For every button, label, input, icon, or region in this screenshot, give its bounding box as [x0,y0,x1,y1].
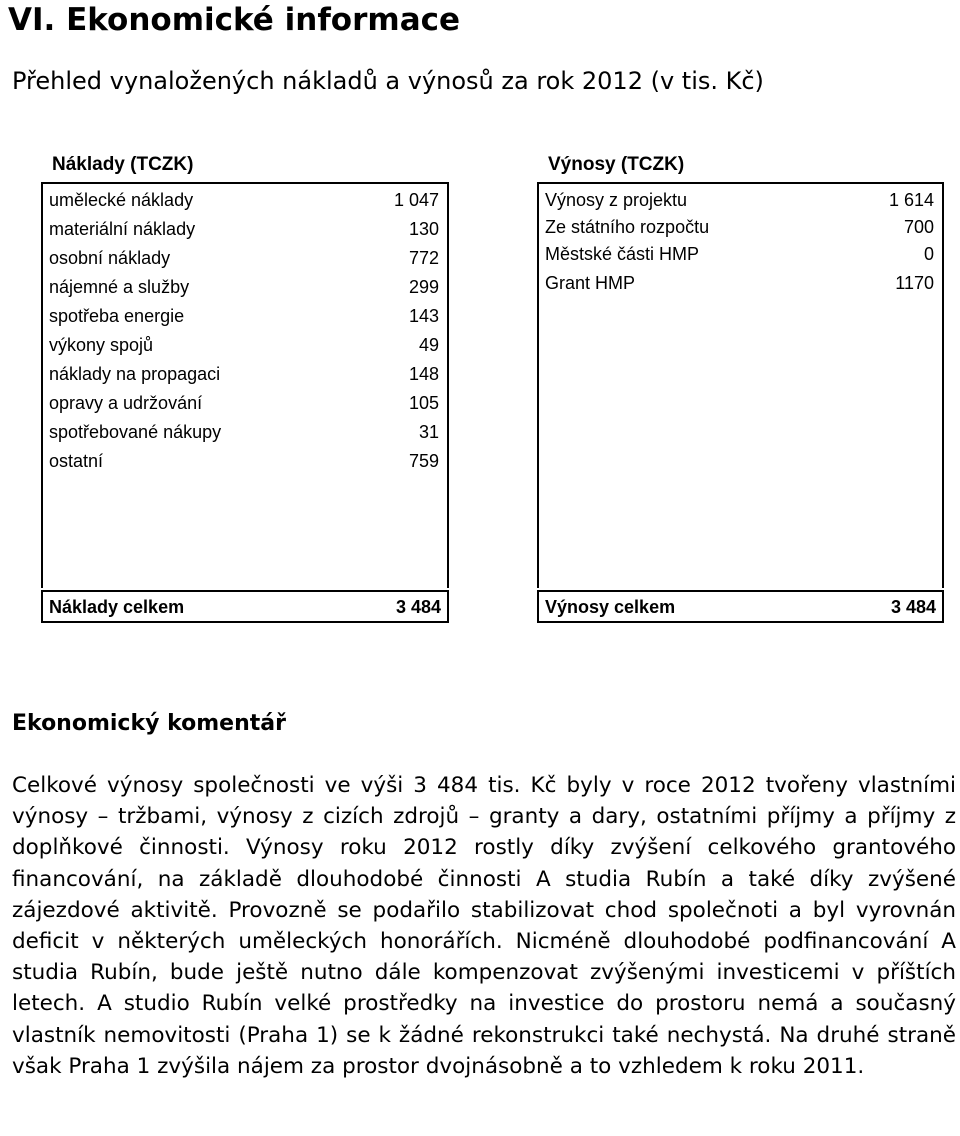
table-subtitle: Přehled vynaložených nákladů a výnosů za rok 2012 (v tis. Kč) [12,67,764,95]
table-row [545,240,934,269]
row-value: 700 [903,217,934,237]
total-value: 3 484 [890,597,936,617]
table-row [49,389,439,418]
row-label: spotřeba energie [49,306,185,326]
total-value: 3 484 [395,597,441,617]
revenues-total [537,590,944,623]
row-value: 0 [923,244,934,264]
section-heading: VI. Ekonomické informace [8,2,461,38]
row-label: materiální náklady [49,219,196,239]
table-row [545,269,934,298]
row-value: 299 [408,277,439,297]
row-value: 148 [408,364,439,384]
row-label: Výnosy z projektu [545,190,688,210]
table-row [49,360,439,389]
row-label: spotřebované nákupy [49,422,222,442]
costs-heading: Náklady (TCZK) [52,154,194,175]
table-row [545,213,934,242]
row-value: 105 [408,393,439,413]
table-row [49,244,439,273]
row-value: 49 [418,335,439,355]
table-row [49,215,439,244]
table-row [545,186,934,215]
row-label: osobní náklady [49,248,171,268]
row-label: opravy a udržování [49,393,203,413]
commentary-heading: Ekonomický komentář [12,711,286,736]
costs-total [41,590,449,623]
row-label: výkony spojů [49,335,154,355]
row-value: 1170 [895,273,934,293]
commentary-text: Celkové výnosy společnosti ve výši 3 484 tis. Kč byly v roce 2012 tvořeny vlastními výnosy – tržbami, výnosy z cizích zdrojů – granty a dary, ostatními příjmy a příjmy z doplňkové činnosti. Výnosy roku 2012 rostly díky zvýšení celkového grantového financování, na základě dlouhodobé činnosti A studia Rubín a také díky zvýšené zájezdové aktivitě. Provozně se podařilo stabilizovat chod společnoti a byl vyrovnán deficit v některých uměleckých honorářích. Nicméně dlouhodobé podfinancování A studia Rubín, bude ještě nutno dále kompenzovat zvýšenými investicemi v příštích letech. A studio Rubín velké prostředky na investice do prostoru nemá a současný vlastník nemovitosti (Praha 1) se k žádné rekonstrukci také nechystá. Na druhé straně však Praha 1 zvýšila nájem za prostor dvojnásobně a to vzhledem k roku 2011. [12,773,956,1079]
row-value: 31 [418,422,439,442]
table-row [49,302,439,331]
revenues-heading: Výnosy (TCZK) [548,154,685,175]
table-row [49,186,439,215]
row-value: 759 [408,451,439,471]
row-value: 1 047 [393,190,439,210]
row-label: ostatní [49,451,104,471]
row-value: 1 614 [888,190,934,210]
row-label: nájemné a služby [49,277,190,297]
row-label: Ze státního rozpočtu [545,217,710,237]
table-row [49,418,439,447]
table-row [49,331,439,360]
row-label: Grant HMP [545,273,636,293]
row-label: náklady na propagaci [49,364,221,384]
table-row [49,447,439,476]
total-label: Náklady celkem [49,597,185,617]
table-row [49,273,439,302]
row-value: 772 [408,248,439,268]
costs-panel [41,182,449,588]
row-value: 143 [408,306,439,326]
revenues-panel [537,182,944,588]
row-label: Městské části HMP [545,244,700,264]
row-label: umělecké náklady [49,190,194,210]
row-value: 130 [408,219,439,239]
total-label: Výnosy celkem [545,597,676,617]
